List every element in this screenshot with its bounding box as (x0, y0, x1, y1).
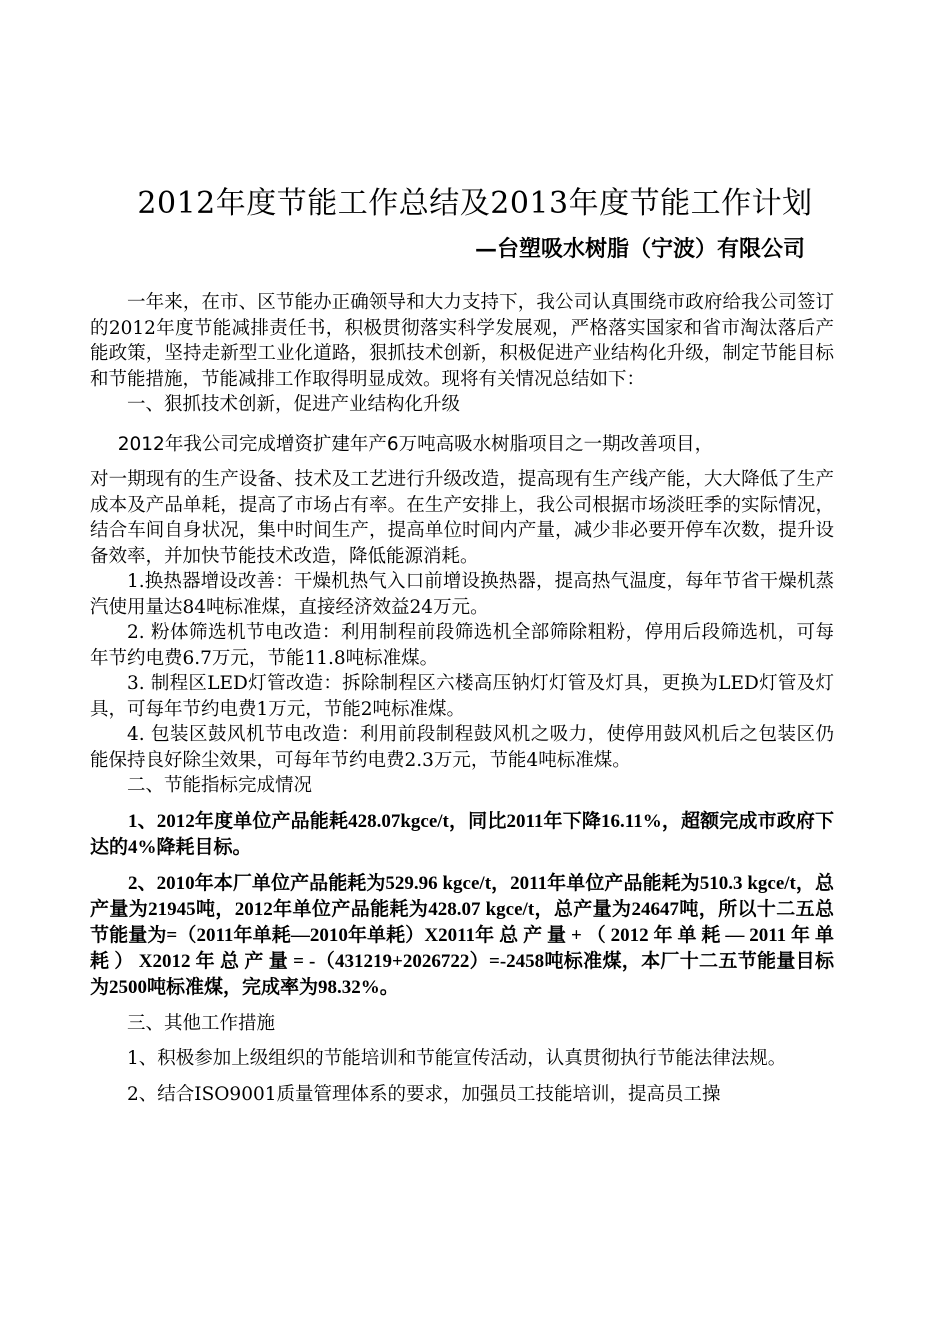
section1-heading: 一、狠抓技术创新，促进产业结构化升级 (127, 394, 461, 415)
measure-item-3: 3. 制程区LED灯管改造：拆除制程区六楼高压钠灯灯管及灯具，更换为LED灯管及灯具，可每年节约电费1万元，节能2吨标准煤。 (90, 673, 834, 720)
energy-target-paragraph-1: 1、2012年度单位产品能耗428.07kgce/t，同比2011年下降16.11%，超额完成市政府下达的4%降耗目标。 (90, 810, 834, 858)
intro-paragraph: 一年来，在市、区节能办正确领导和大力支持下，我公司认真围绕市政府给我公司签订的2012年度节能减排责任书，积极贯彻落实科学发展观，严格落实国家和省市淘汰落后产能政策，坚持走新型工业化道路，狠抓技术创新，积极促进产业结构化升级，制定节能目标和节能措施，节能减排工作取得明显成效。现将有关情况总结如下： (90, 292, 834, 390)
measure-item-2: 2. 粉体筛选机节电改造：利用制程前段筛选机全部筛除粗粉，停用后段筛选机，可每年节约电费6.7万元，节能11.8吨标准煤。 (90, 622, 834, 669)
measure-item-4: 4. 包装区鼓风机节电改造：利用前段制程鼓风机之吸力，使停用鼓风机后之包装区仍能保持良好除尘效果，可每年节约电费2.3万元，节能4吨标准煤。 (90, 724, 834, 771)
company-subtitle: —台塑吸水树脂（宁波）有限公司 (474, 236, 805, 262)
document-title: 2012年度节能工作总结及2013年度节能工作计划 (137, 186, 813, 222)
section1-first-line: 2012年我公司完成增资扩建年产6万吨高吸水树脂项目之一期改善项目， (117, 433, 714, 455)
section2-heading: 二、节能指标完成情况 (127, 775, 313, 796)
other-measure-2: 2、结合ISO9001质量管理体系的要求，加强员工技能培训，提高员工操 (127, 1083, 721, 1105)
measure-item-1: 1.换热器增设改善：干燥机热气入口前增设换热器，提高热气温度，每年节省干燥机蒸汽使用量达84吨标准煤，直接经济效益24万元。 (90, 571, 834, 618)
document-body (90, 290, 834, 1107)
energy-target-paragraph-2: 2、2010年本厂单位产品能耗为529.96 kgce/t，2011年单位产品能耗为510.3 kgce/t，总产量为21945吨，2012年单位产品能耗为428.07 kgce/t，总产量为24647吨，所以十二五总节能量为=（2011年单耗—2010年单耗）X2011年 总 产 量 + （ 2012 年 单 耗 — 2011 年 单 耗 ） X2012 年 总 产 量 = -（431219+2026722）=-2458吨标准煤，本厂十二五节能量目标为2500吨标准煤，完成率为98.32%。 (90, 872, 834, 998)
other-measure-1: 1、积极参加上级组织的节能培训和节能宣传活动，认真贯彻执行节能法律法规。 (127, 1048, 787, 1069)
section3-heading: 三、其他工作措施 (127, 1012, 276, 1034)
section1-paragraph: 对一期现有的生产设备、技术及工艺进行升级改造，提高现有生产线产能，大大降低了生产成本及产品单耗，提高了市场占有率。在生产安排上，我公司根据市场淡旺季的实际情况，结合车间自身状况，集中时间生产，提高单位时间内产量，减少非必要开停车次数，提升设备效率，并加快节能技术改造，降低能源消耗。 (90, 469, 834, 567)
